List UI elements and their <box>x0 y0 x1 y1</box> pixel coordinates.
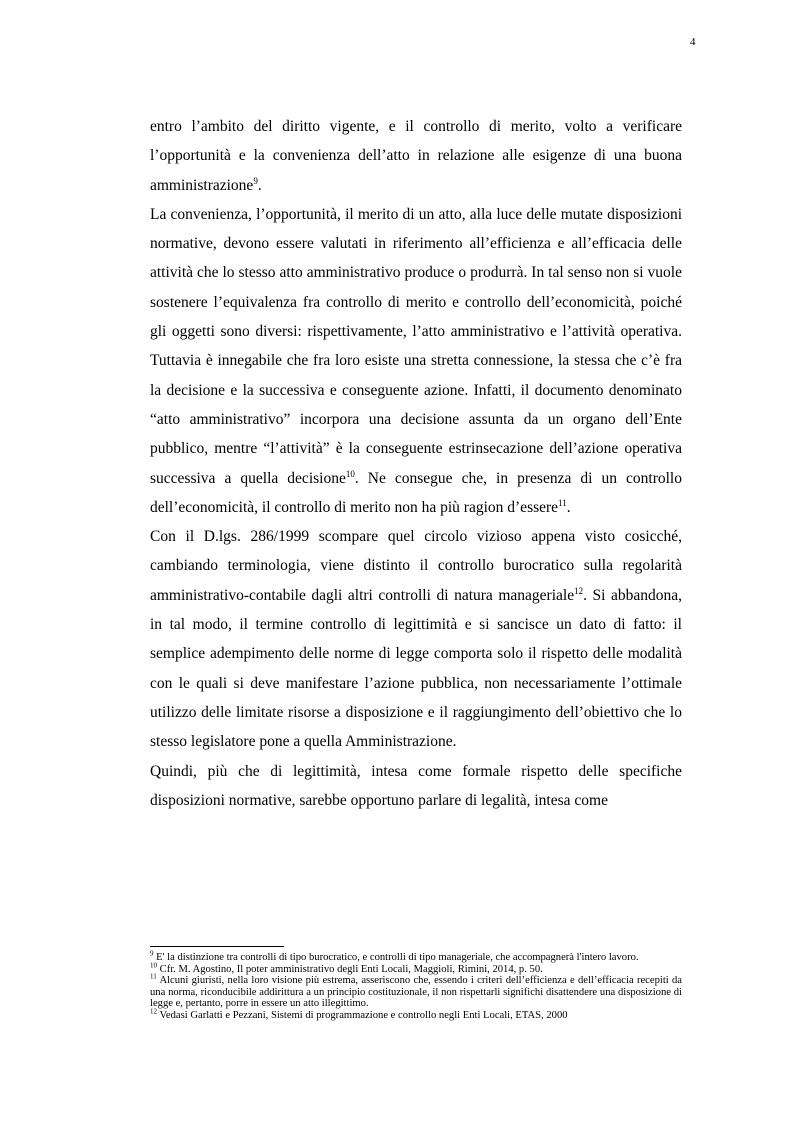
paragraph-text: . <box>566 498 571 516</box>
paragraph-text: . Si abbandona, in tal modo, il termine controllo di legittimità e si sancisce un dato di fatto: il semplice adempimento delle norme di legge comporta solo il rispetto delle modalità con le quali si deve manifestare l’azione pubblica, non necessariamente l’ottimale utilizzo delle limitate risorse a disposizione e il raggiungimento dell’obiettivo che lo stesso legislatore pone a quella Amministrazione. <box>150 586 682 751</box>
footnote-number: 9 <box>150 949 154 958</box>
footnote-11 <box>150 972 682 1010</box>
paragraph-2 <box>150 200 682 522</box>
body-text <box>150 112 682 815</box>
footnote-divider <box>150 946 284 947</box>
paragraph-text: entro l’ambito del diritto vigente, e il controllo di merito, volto a verificare l’opportunità e la convenienza dell’atto in relazione alle esigenze di una buona amministrazione <box>150 118 682 194</box>
footnote-ref-12[interactable]: 12 <box>574 585 584 596</box>
paragraph-text: Con il D.lgs. 286/1999 scompare quel circolo vizioso appena visto cosicché, cambiando terminologia, viene distinto il controllo burocratico sulla regolarità amministrativo-contabile dagli altri controlli di natura manageriale <box>150 528 682 604</box>
footnote-number: 12 <box>150 1007 157 1016</box>
page-number: 4 <box>690 36 696 48</box>
footnote-text: Alcuni giuristi, nella loro visione più estrema, asseriscono che, essendo i criteri dell’efficienza e dell’efficacia recepiti da una norma, riconducibile addirittura a un principio costituzionale, il non rispettarli significhi disattendere una disposizione di legge e, pertanto, porre in essere un atto illegittimo. <box>150 975 682 1010</box>
footnote-text: Vedasi Garlatti e Pezzani, Sistemi di programmazione e controllo negli Enti Locali, ETAS, 2000 <box>157 1009 568 1021</box>
footnote-ref-10[interactable]: 10 <box>345 468 355 479</box>
footnote-ref-11[interactable]: 11 <box>558 497 567 508</box>
footnote-ref-9[interactable]: 9 <box>253 175 258 186</box>
footnote-number: 11 <box>150 972 157 981</box>
paragraph-text: Quindi, più che di legittimità, intesa come formale rispetto delle specifiche disposizioni normative, sarebbe opportuno parlare di legalità, intesa come <box>150 762 682 809</box>
footnote-12 <box>150 1007 682 1022</box>
footnote-text: Cfr. M. Agostino, Il poter amministrativo degli Enti Locali, Maggioli, Rimini, 2014, p. 50. <box>157 963 543 975</box>
paragraph-text: . <box>257 176 262 194</box>
paragraph-4 <box>150 757 682 816</box>
paragraph-text: La convenienza, l’opportunità, il merito di un atto, alla luce delle mutate disposizioni normative, devono essere valutati in riferimento all’efficienza e all’efficacia delle attività che lo stesso atto amministrativo produce o produrrà. In tal senso non si vuole sostenere l’equivalenza fra controllo di merito e controllo dell’economicità, poiché gli oggetti sono diversi: rispettivamente, l’atto amministrativo e l’attività operativa. Tuttavia è innegabile che fra loro esiste una stretta connessione, la stessa che c’è fra la decisione e la successiva e conseguente azione. Infatti, il documento denominato “atto amministrativo” incorpora una decisione assunta da un organo dell’Ente pubblico, mentre “l’attività” è la conseguente estrinsecazione dell’azione operativa successiva a quella decisione <box>150 205 682 487</box>
footnotes <box>150 949 682 1022</box>
footnote-number: 10 <box>150 961 157 970</box>
footnote-10 <box>150 961 682 976</box>
footnote-9 <box>150 949 682 964</box>
paragraph-3 <box>150 522 682 756</box>
footnote-text: E' la distinzione tra controlli di tipo burocratico, e controlli di tipo manageriale, che accompagnerà l'intero lavoro. <box>153 952 639 963</box>
paragraph-1 <box>150 112 682 200</box>
paragraph-text: . Ne consegue che, in presenza di un controllo dell’economicità, il controllo di merito non ha più ragion d’essere <box>150 469 682 516</box>
